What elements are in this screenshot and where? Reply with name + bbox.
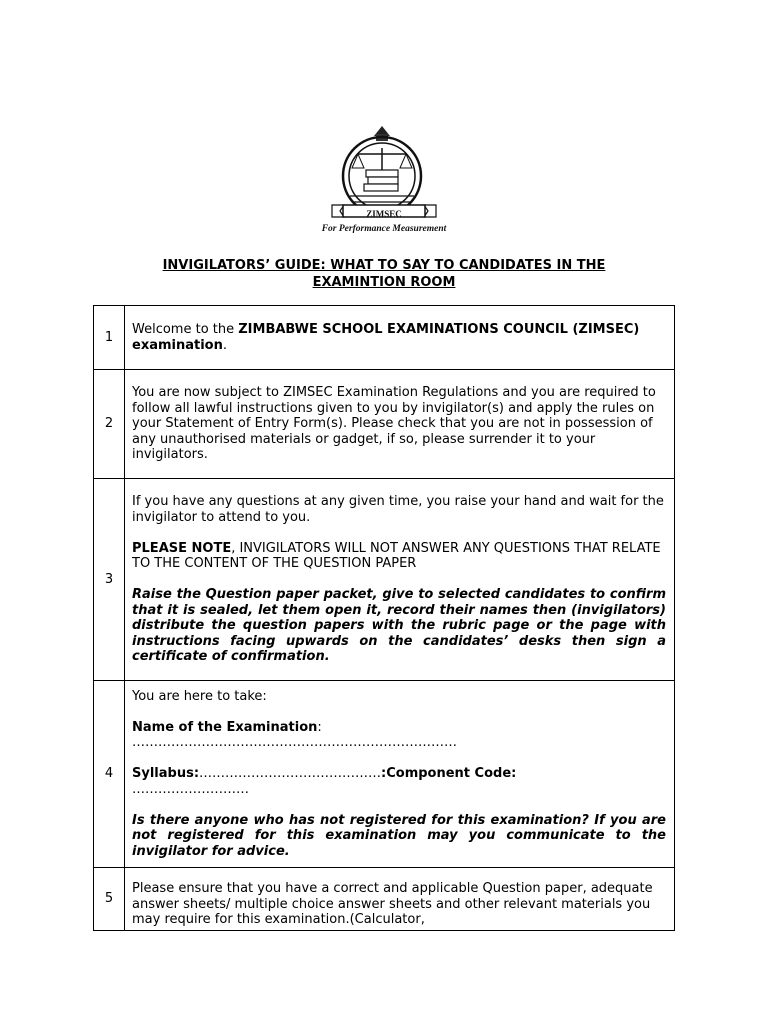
council-name: ZIMBABWE SCHOOL EXAMINATIONS COUNCIL (ZIMSEC) examination [132, 322, 640, 353]
component-code-label: :Component Code: [381, 766, 517, 782]
row-number: 1 [94, 306, 125, 370]
exam-name-blank: ………………………………………………………………… [132, 735, 457, 751]
syllabus-blank: …………………………………… [199, 766, 382, 782]
row-number: 4 [94, 681, 125, 868]
materials-clip [132, 868, 666, 930]
syllabus-label: Syllabus: [132, 766, 200, 782]
table-row [94, 306, 675, 370]
logo-tagline: For Performance Measurement [321, 224, 447, 234]
row-content [125, 681, 675, 868]
row-content [125, 370, 675, 479]
note-text: , INVIGILATORS WILL NOT ANSWER ANY QUESTIONS THAT RELATE TO THE CONTENT OF THE QUESTION PAPER [132, 540, 661, 572]
table-row [94, 370, 675, 479]
component-code-blank: ……………………… [132, 781, 249, 797]
exam-name-label: Name of the Examination [132, 719, 318, 735]
row-number: 2 [94, 370, 125, 479]
exam-name-colon: : [317, 719, 322, 735]
table-row [94, 868, 675, 931]
row-content [125, 868, 675, 931]
zimsec-logo [288, 116, 480, 248]
welcome-text: Welcome to the [132, 322, 239, 337]
syllabus-field [132, 766, 666, 797]
materials-text: Please ensure that you have a correct and applicable Question paper, adequate answer sheets/ multiple choice answer sheets and other relevant materials you may require for this examination.(Calculator, [132, 881, 653, 927]
page-title: INVIGILATORS’ GUIDE: WHAT TO SAY TO CANDIDATES IN THE EXAMINTION ROOM [162, 258, 606, 290]
row-number: 5 [94, 868, 125, 931]
note-label: PLEASE NOTE [132, 540, 232, 556]
instructions-table [93, 305, 675, 931]
row-content [125, 479, 675, 681]
exam-name-field [132, 720, 666, 751]
welcome-end: . [222, 337, 228, 353]
intro-text: You are here to take: [132, 688, 267, 704]
row-number: 3 [94, 479, 125, 681]
logo-name: ZIMSEC [366, 209, 402, 219]
registration-question: Is there anyone who has not registered for this examination? If you are not registered for this examination may you communicate to the invigilator for advice. [132, 812, 666, 859]
table-row [94, 479, 675, 681]
regulations-text: You are now subject to ZIMSEC Examination Regulations and you are required to follow all lawful instructions given to you by invigilator(s) and apply the rules on your Statement of Entry Form(s). Please check that you are not in possession of any unauthorised materials or gadget, if so, please surrender it to your invigilators. [132, 385, 656, 463]
please-note [132, 541, 666, 572]
packet-instruction: Raise the Question paper packet, give to selected candidates to confirm that it is sealed, let them open it, record their names then (invigilators) distribute the question papers with the rubric page or the page with instructions facing upwards on the candidates’ desks then sign a certificate of confirmation. [132, 587, 666, 665]
table-row [94, 681, 675, 868]
row-content [125, 306, 675, 370]
questions-text: If you have any questions at any given time, you raise your hand and wait for the invigilator to attend to you. [132, 494, 664, 525]
